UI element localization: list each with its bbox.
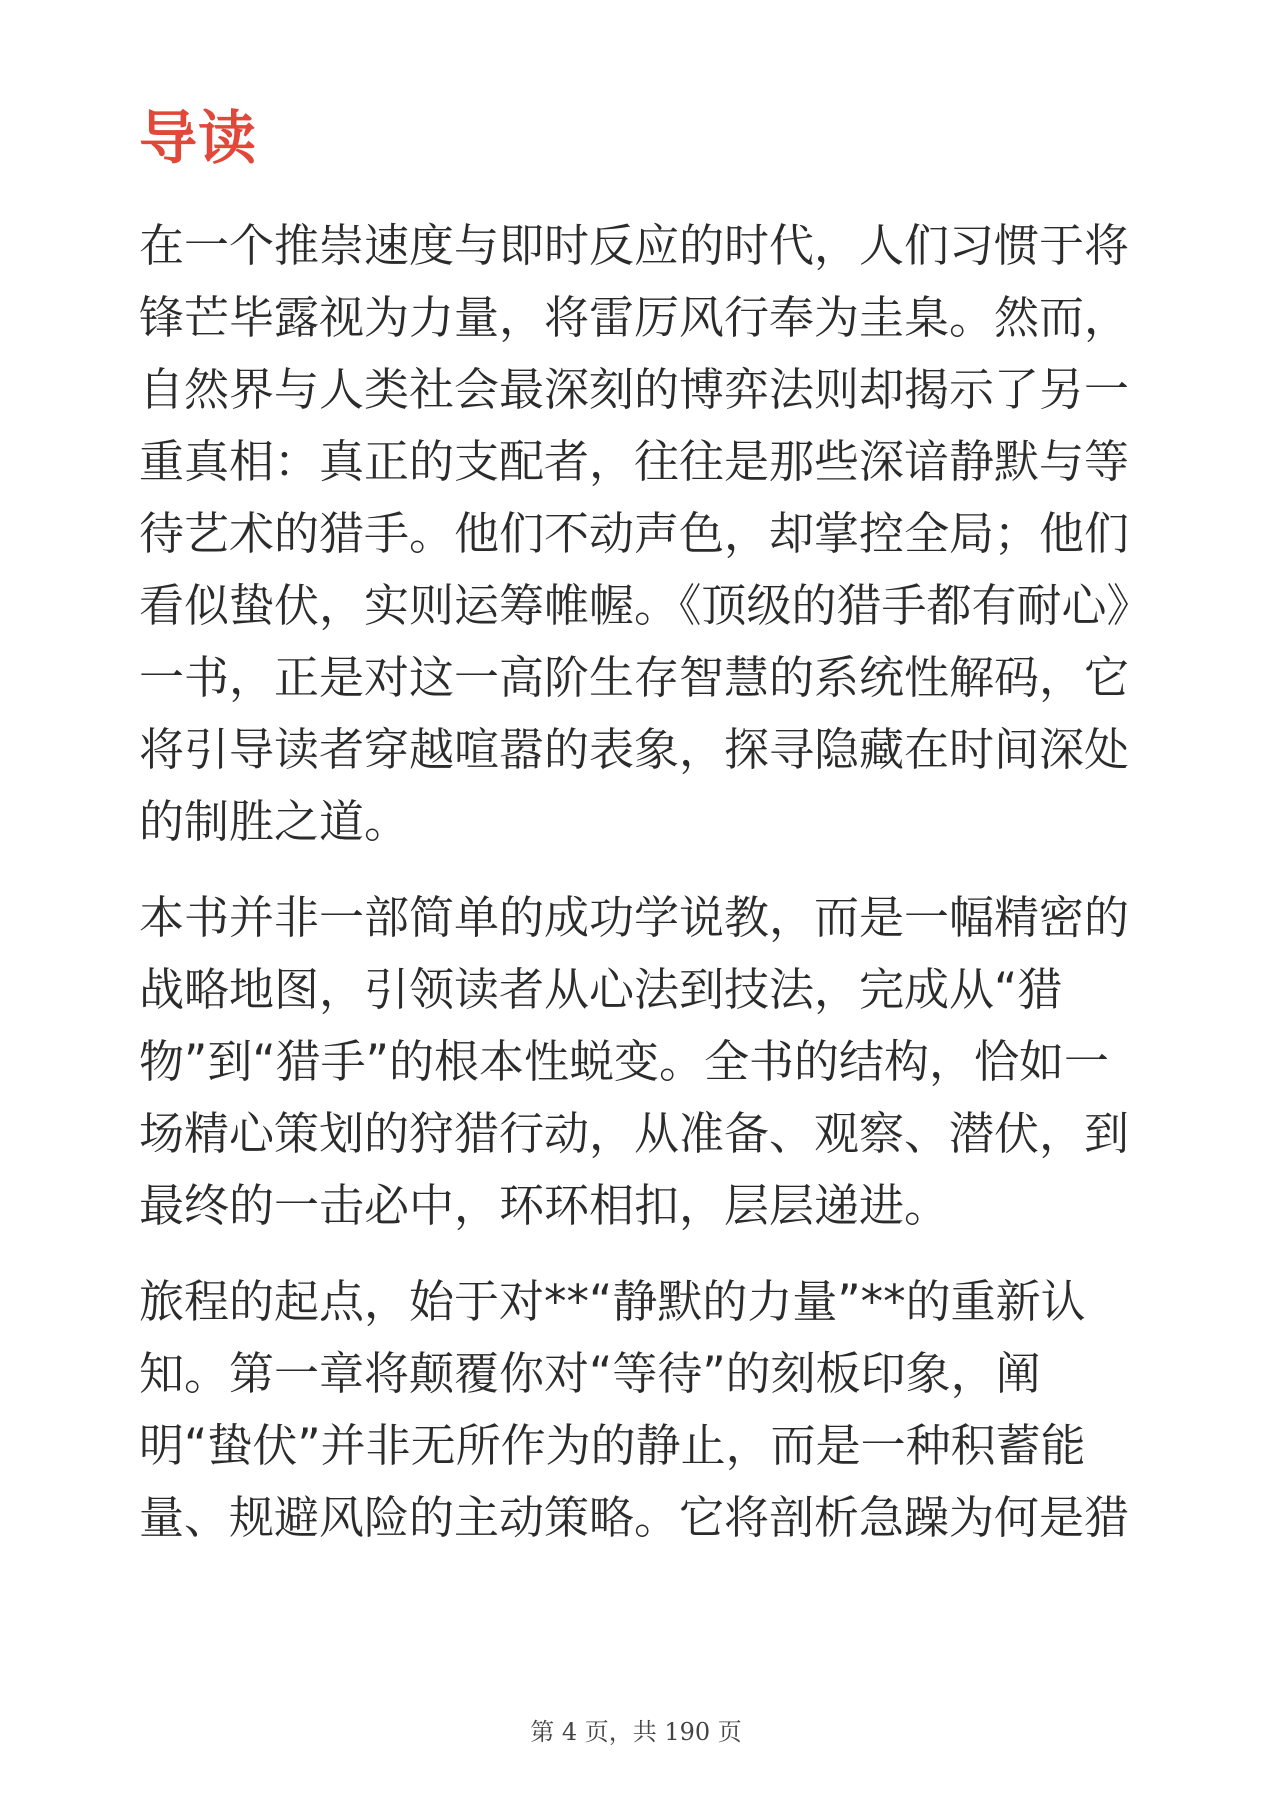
page-footer: 第 4 页，共 190 页 bbox=[530, 1718, 742, 1746]
paragraph-3: 旅程的起点，始于对**“静默的力量”**的重新认知。第一章将颠覆你对“等待”的刻板印象，阐明“蛰伏”并非无所作为的静止，而是一种积蓄能量、规避风险的主动策略。它将剖析急躁为何是猎 bbox=[139, 1275, 1130, 1544]
body-text bbox=[139, 210, 1139, 1578]
section-heading: 导读 bbox=[139, 104, 258, 172]
paragraph-2: 本书并非一部简单的成功学说教，而是一幅精密的战略地图，引领读者从心法到技法，完成从“猎物”到“猎手”的根本性蜕变。全书的结构，恰如一场精心策划的狩猎行动，从准备、观察、潜伏，到最终的一击必中，环环相扣，层层递进。 bbox=[139, 891, 1130, 1232]
paragraph-1: 在一个推崇速度与即时反应的时代，人们习惯于将锋芒毕露视为力量，将雷厉风行奉为圭臬。然而，自然界与人类社会最深刻的博弈法则却揭示了另一重真相：真正的支配者，往往是那些深谙静默与等待艺术的猎手。他们不动声色，却掌控全局；他们看似蛰伏，实则运筹帷幄。《顶级的猎手都有耐心》一书，正是对这一高阶生存智慧的系统性解码，它将引导读者穿越喧嚣的表象，探寻隐藏在时间深处的制胜之道。 bbox=[139, 219, 1130, 848]
